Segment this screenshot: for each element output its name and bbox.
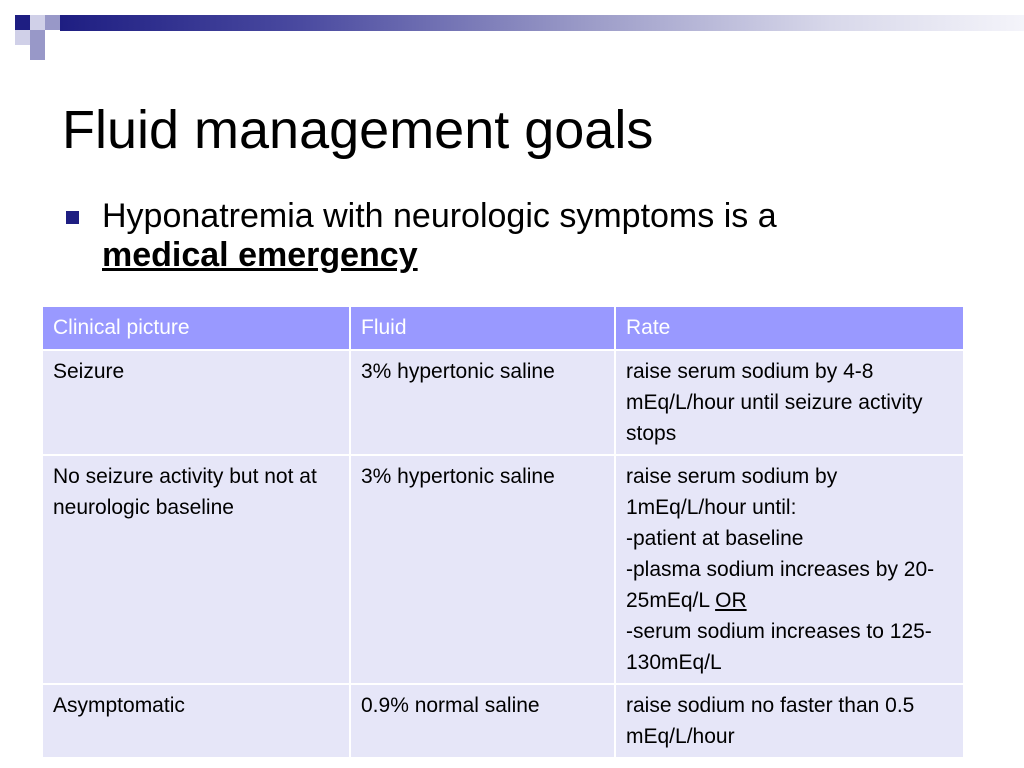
table-row xyxy=(43,350,964,455)
decor-square xyxy=(30,30,45,45)
rate-line: -patient at baseline xyxy=(626,527,804,550)
decor-square xyxy=(30,15,45,30)
bullet-text-emphasis: medical emergency xyxy=(102,236,418,274)
cell-clinical-picture: No seizure activity but not at neurologic baseline xyxy=(43,455,350,684)
cell-clinical-picture: Asymptomatic xyxy=(43,684,350,758)
rate-or-underlined: OR xyxy=(715,589,747,612)
cell-fluid: 3% hypertonic saline xyxy=(350,455,615,684)
cell-rate: raise sodium no faster than 0.5 mEq/L/hour xyxy=(615,684,964,758)
rate-line: -serum sodium increases to 125-130mEq/L xyxy=(626,620,932,674)
cell-fluid: 3% hypertonic saline xyxy=(350,350,615,455)
decor-square xyxy=(15,15,30,30)
decor-square xyxy=(15,30,30,45)
cell-rate xyxy=(615,455,964,684)
decor-square xyxy=(30,45,45,60)
cell-clinical-picture: Seizure xyxy=(43,350,350,455)
column-header-fluid: Fluid xyxy=(350,307,615,350)
table-header-row xyxy=(43,307,964,350)
bullet-text-main: Hyponatremia with neurologic symptoms is a xyxy=(102,197,777,235)
bullet-text xyxy=(102,197,942,275)
table-row xyxy=(43,455,964,684)
bullet-square-icon xyxy=(66,211,79,224)
column-header-rate: Rate xyxy=(615,307,964,350)
slide-title: Fluid management goals xyxy=(62,100,654,160)
table-row xyxy=(43,684,964,758)
decor-square xyxy=(45,15,60,30)
fluid-management-table xyxy=(43,307,965,759)
rate-line: raise serum sodium by 1mEq/L/hour until: xyxy=(626,465,838,519)
rate-line: -plasma sodium increases by 20-25mEq/L xyxy=(626,558,935,612)
header-gradient-bar xyxy=(60,15,1024,31)
cell-rate: raise serum sodium by 4-8 mEq/L/hour until seizure activity stops xyxy=(615,350,964,455)
column-header-clinical-picture: Clinical picture xyxy=(43,307,350,350)
cell-fluid: 0.9% normal saline xyxy=(350,684,615,758)
